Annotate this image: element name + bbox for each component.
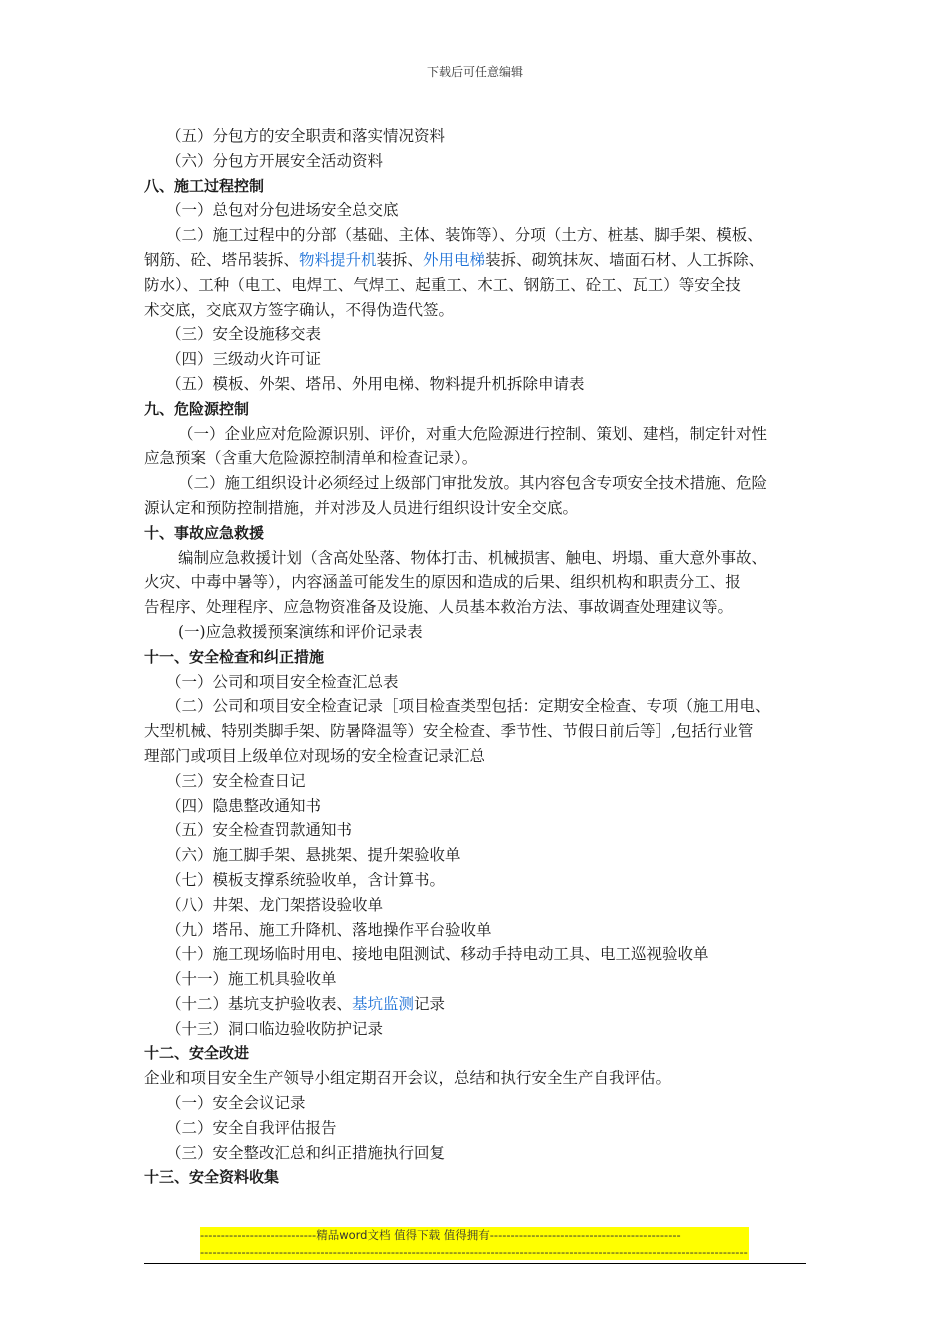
list-item [144, 992, 806, 1017]
list-item: （六）分包方开展安全活动资料 [166, 151, 384, 170]
hyperlink-pit-monitoring[interactable]: 基坑监测 [352, 994, 415, 1013]
text-span: 装拆、 [376, 250, 424, 269]
list-item: （九）塔吊、施工升降机、落地操作平台验收单 [166, 920, 492, 939]
paragraph-line: （一）企业应对危险源识别、评价，对重大危险源进行控制、策划、建档，制定针对性 [178, 424, 768, 443]
list-item: （一）公司和项目安全检查汇总表 [166, 672, 399, 691]
list-item: （三）安全设施移交表 [166, 325, 322, 344]
paragraph-line: 防水）、工种（电工、电焊工、气焊工、起重工、木工、钢筋工、砼工、瓦工）等安全技 [144, 275, 741, 294]
section-heading: 十三、安全资料收集 [144, 1168, 280, 1187]
list-item: （五）模板、外架、塔吊、外用电梯、物料提升机拆除申请表 [166, 374, 585, 393]
text-span: （十二）基坑支护验收表、 [166, 994, 353, 1013]
section-heading: 十一、安全检查和纠正措施 [144, 647, 325, 666]
paragraph-line: 术交底，交底双方签字确认，不得伪造代签。 [144, 300, 455, 319]
paragraph-line [144, 248, 806, 273]
list-item: （七）模板支撑系统验收单，含计算书。 [166, 870, 446, 889]
paragraph-line: （二）公司和项目安全检查记录［项目检查类型包括：定期安全检查、专项（施工用电、 [166, 697, 771, 716]
paragraph-line: 大型机械、特别类脚手架、防暑降温等）安全检查、季节性、节假日前后等］,包括行业管 [144, 722, 754, 741]
list-item: （一）总包对分包进场安全总交底 [166, 201, 399, 220]
list-item: (一)应急救援预案演练和评价记录表 [178, 622, 423, 641]
hyperlink-material-hoist[interactable]: 物料提升机 [299, 250, 377, 269]
paragraph-line: 源认定和预防控制措施，并对涉及人员进行组织设计安全交底。 [144, 498, 579, 517]
paragraph-line: 理部门或项目上级单位对现场的安全检查记录汇总 [144, 746, 486, 765]
footer-banner [200, 1227, 749, 1260]
list-item: （十三）洞口临边验收防护记录 [166, 1019, 384, 1038]
list-item: （三）安全整改汇总和纠正措施执行回复 [166, 1143, 446, 1162]
text-span: 钢筋、砼、塔吊装拆、 [144, 250, 300, 269]
list-item: （十一）施工机具验收单 [166, 970, 337, 989]
page-header: 下载后可任意编辑 [426, 65, 523, 79]
list-item: （五）安全检查罚款通知书 [166, 821, 353, 840]
list-item: （二）安全自我评估报告 [166, 1118, 337, 1137]
paragraph-line: （二）施工组织设计必须经过上级部门审批发放。其内容包含专项安全技术措施、危险 [178, 474, 768, 493]
paragraph-line: （二）施工过程中的分部（基础、主体、装饰等）、分项（土方、桩基、脚手架、模板、 [166, 226, 763, 245]
section-heading: 十、事故应急救援 [144, 523, 265, 542]
list-item: （四）隐患整改通知书 [166, 796, 322, 815]
text-span: 装拆、砌筑抹灰、墙面石材、人工拆除、 [485, 250, 765, 269]
paragraph-line: 告程序、处理程序、应急物资准备及设施、人员基本救治方法、事故调查处理建议等。 [144, 598, 734, 617]
list-item: （十）施工现场临时用电、接地电阻测试、移动手持电动工具、电工巡视验收单 [166, 945, 709, 964]
paragraph-line: 编制应急救援计划（含高处坠落、物体打击、机械损害、触电、坍塌、重大意外事故、 [178, 548, 768, 567]
document-body [144, 124, 806, 1190]
section-heading: 十二、安全改进 [144, 1044, 250, 1063]
footer-line: ----------------------------精品word文档 值得下载 值得拥有---------------------------------------------- [200, 1228, 681, 1242]
list-item: （一）安全会议记录 [166, 1094, 306, 1113]
list-item: （六）施工脚手架、悬挑架、提升架验收单 [166, 846, 461, 865]
list-item: （五）分包方的安全职责和落实情况资料 [166, 127, 446, 145]
list-item: （四）三级动火许可证 [166, 350, 322, 369]
text-span: 记录 [414, 994, 446, 1013]
hyperlink-external-elevator[interactable]: 外用电梯 [423, 250, 486, 269]
footer-line: ------------------------------------------------------------------------------------------------------------------------------------ [200, 1244, 748, 1259]
section-heading: 九、危险源控制 [144, 399, 250, 418]
paragraph-line: 火灾、中毒中暑等），内容涵盖可能发生的原因和造成的后果、组织机构和职责分工、报 [144, 573, 741, 592]
paragraph-line: 企业和项目安全生产领导小组定期召开会议，总结和执行安全生产自我评估。 [144, 1069, 672, 1088]
paragraph-line: 应急预案（含重大危险源控制清单和检查记录）。 [144, 449, 478, 468]
list-item: （八）井架、龙门架搭设验收单 [166, 895, 384, 914]
footer-divider [144, 1263, 806, 1264]
section-heading: 八、施工过程控制 [144, 176, 265, 195]
list-item: （三）安全检查日记 [166, 771, 306, 790]
